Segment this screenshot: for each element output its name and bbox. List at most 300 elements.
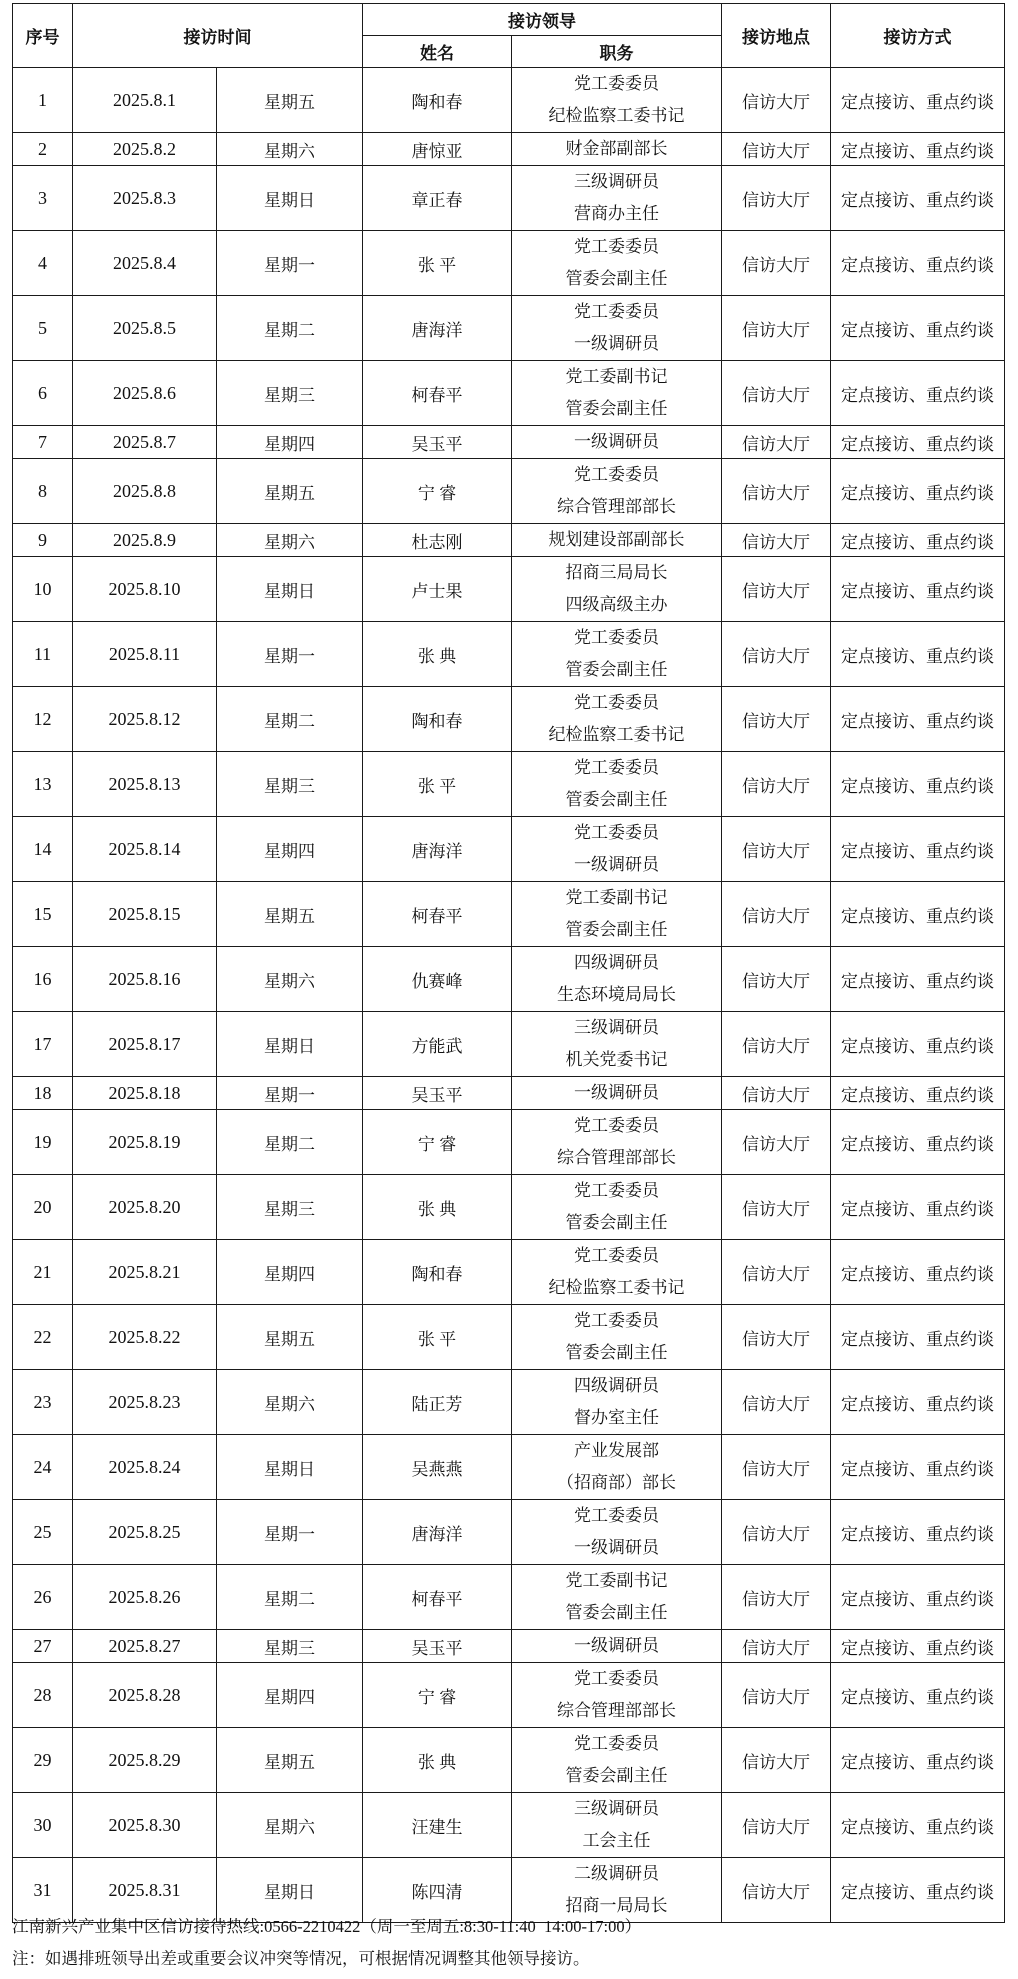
row-number: 24 — [13, 1435, 73, 1500]
leader-name: 宁 睿 — [363, 1110, 512, 1175]
duty-line: 三级调研员 — [574, 172, 659, 191]
row-number: 18 — [13, 1077, 73, 1110]
duty-line: 产业发展部 — [574, 1441, 659, 1460]
row-number: 11 — [13, 622, 73, 687]
visit-date: 2025.8.7 — [73, 426, 217, 459]
duty-line: 党工委委员 — [574, 302, 659, 321]
row-number: 4 — [13, 231, 73, 296]
leader-name: 章正春 — [363, 166, 512, 231]
visit-date: 2025.8.22 — [73, 1305, 217, 1370]
visit-place: 信访大厅 — [722, 1175, 831, 1240]
visit-weekday: 星期五 — [217, 459, 363, 524]
duty-line: 一级调研员 — [574, 334, 659, 353]
visit-place: 信访大厅 — [722, 133, 831, 166]
header-leader-duty: 职务 — [512, 36, 722, 68]
visit-date: 2025.8.8 — [73, 459, 217, 524]
leader-name: 陶和春 — [363, 687, 512, 752]
visit-date: 2025.8.16 — [73, 947, 217, 1012]
table-row — [13, 1565, 1005, 1630]
visit-weekday: 星期二 — [217, 1110, 363, 1175]
visit-date: 2025.8.12 — [73, 687, 217, 752]
leader-duty — [512, 1077, 722, 1110]
duty-line: 管委会副主任 — [565, 790, 668, 809]
table-row — [13, 622, 1005, 687]
duty-line: 管委会副主任 — [565, 1213, 668, 1232]
visit-place: 信访大厅 — [722, 557, 831, 622]
row-number: 3 — [13, 166, 73, 231]
leader-duty — [512, 68, 722, 133]
duty-line: 工会主任 — [582, 1831, 651, 1850]
header-index: 序号 — [13, 4, 73, 68]
duty-line: 党工委委员 — [574, 74, 659, 93]
table-row — [13, 1110, 1005, 1175]
visit-date: 2025.8.5 — [73, 296, 217, 361]
visit-date: 2025.8.10 — [73, 557, 217, 622]
duty-line: 四级调研员 — [574, 953, 659, 972]
visit-date: 2025.8.15 — [73, 882, 217, 947]
table-row — [13, 426, 1005, 459]
duty-line: 机关党委书记 — [565, 1050, 668, 1069]
leader-duty — [512, 361, 722, 426]
duty-line: 综合管理部部长 — [557, 497, 676, 516]
duty-line: 纪检监察工委书记 — [548, 725, 685, 744]
duty-line: 党工委副书记 — [565, 367, 668, 386]
visit-place: 信访大厅 — [722, 882, 831, 947]
duty-line: 二级调研员 — [574, 1864, 659, 1883]
duty-line: 一级调研员 — [574, 855, 659, 874]
visit-date: 2025.8.4 — [73, 231, 217, 296]
table-row — [13, 557, 1005, 622]
visit-weekday: 星期日 — [217, 166, 363, 231]
table-row — [13, 687, 1005, 752]
leader-duty — [512, 687, 722, 752]
leader-duty — [512, 524, 722, 557]
visit-method: 定点接访、重点约谈 — [831, 1500, 1005, 1565]
row-number: 30 — [13, 1793, 73, 1858]
table-row — [13, 1370, 1005, 1435]
duty-line: 一级调研员 — [574, 1083, 659, 1102]
leader-name: 宁 睿 — [363, 1663, 512, 1728]
header-leader-name: 姓名 — [363, 36, 512, 68]
duty-line: 综合管理部部长 — [557, 1701, 676, 1720]
visit-date: 2025.8.30 — [73, 1793, 217, 1858]
duty-line: 党工委委员 — [574, 628, 659, 647]
duty-line: 党工委委员 — [574, 823, 659, 842]
visit-method: 定点接访、重点约谈 — [831, 1175, 1005, 1240]
visit-date: 2025.8.14 — [73, 817, 217, 882]
duty-line: 党工委副书记 — [565, 1571, 668, 1590]
duty-line: 党工委委员 — [574, 1506, 659, 1525]
table-row — [13, 1240, 1005, 1305]
leader-name: 陈四清 — [363, 1858, 512, 1923]
visit-weekday: 星期日 — [217, 1012, 363, 1077]
duty-line: 管委会副主任 — [565, 399, 668, 418]
visit-place: 信访大厅 — [722, 752, 831, 817]
row-number: 26 — [13, 1565, 73, 1630]
leader-duty — [512, 1240, 722, 1305]
visit-weekday: 星期四 — [217, 426, 363, 459]
visit-method: 定点接访、重点约谈 — [831, 133, 1005, 166]
table-row — [13, 817, 1005, 882]
table-row — [13, 752, 1005, 817]
duty-line: 党工委副书记 — [565, 888, 668, 907]
duty-line: 党工委委员 — [574, 1116, 659, 1135]
visit-place: 信访大厅 — [722, 524, 831, 557]
leader-name: 陶和春 — [363, 68, 512, 133]
leader-name: 唐海洋 — [363, 296, 512, 361]
leader-duty — [512, 1012, 722, 1077]
visit-method: 定点接访、重点约谈 — [831, 524, 1005, 557]
table-row — [13, 882, 1005, 947]
row-number: 12 — [13, 687, 73, 752]
duty-line: 党工委委员 — [574, 237, 659, 256]
table-row — [13, 68, 1005, 133]
table-row — [13, 1305, 1005, 1370]
visit-place: 信访大厅 — [722, 1793, 831, 1858]
duty-line: 生态环境局局长 — [557, 985, 676, 1004]
table-row — [13, 1435, 1005, 1500]
leader-name: 柯春平 — [363, 361, 512, 426]
leader-duty — [512, 947, 722, 1012]
duty-line: 三级调研员 — [574, 1018, 659, 1037]
leader-duty — [512, 1630, 722, 1663]
table-row — [13, 1175, 1005, 1240]
leader-name: 陆正芳 — [363, 1370, 512, 1435]
leader-name: 仇赛峰 — [363, 947, 512, 1012]
row-number: 22 — [13, 1305, 73, 1370]
leader-duty — [512, 166, 722, 231]
footer-notes — [12, 1911, 1012, 1975]
visit-method: 定点接访、重点约谈 — [831, 1305, 1005, 1370]
visit-place: 信访大厅 — [722, 1663, 831, 1728]
table-row — [13, 231, 1005, 296]
visit-place: 信访大厅 — [722, 947, 831, 1012]
duty-line: 党工委委员 — [574, 1181, 659, 1200]
visit-date: 2025.8.19 — [73, 1110, 217, 1175]
visit-method: 定点接访、重点约谈 — [831, 426, 1005, 459]
leader-duty — [512, 817, 722, 882]
row-number: 15 — [13, 882, 73, 947]
visit-weekday: 星期一 — [217, 1500, 363, 1565]
header-visit-method: 接访方式 — [831, 4, 1005, 68]
leader-duty — [512, 1728, 722, 1793]
visit-date: 2025.8.20 — [73, 1175, 217, 1240]
visit-method: 定点接访、重点约谈 — [831, 687, 1005, 752]
visit-place: 信访大厅 — [722, 1305, 831, 1370]
leader-duty — [512, 752, 722, 817]
visit-method: 定点接访、重点约谈 — [831, 361, 1005, 426]
visit-method: 定点接访、重点约谈 — [831, 947, 1005, 1012]
visit-method: 定点接访、重点约谈 — [831, 1435, 1005, 1500]
visit-weekday: 星期六 — [217, 1370, 363, 1435]
table-row — [13, 1793, 1005, 1858]
duty-line: 纪检监察工委书记 — [548, 1278, 685, 1297]
visit-place: 信访大厅 — [722, 1110, 831, 1175]
visit-weekday: 星期五 — [217, 1728, 363, 1793]
leader-duty — [512, 133, 722, 166]
leader-duty — [512, 1500, 722, 1565]
table-row — [13, 361, 1005, 426]
duty-line: 党工委委员 — [574, 465, 659, 484]
table-row — [13, 1728, 1005, 1793]
visit-weekday: 星期三 — [217, 1175, 363, 1240]
leader-duty — [512, 1370, 722, 1435]
visit-weekday: 星期二 — [217, 1565, 363, 1630]
row-number: 31 — [13, 1858, 73, 1923]
visit-place: 信访大厅 — [722, 426, 831, 459]
visit-place: 信访大厅 — [722, 231, 831, 296]
duty-line: 营商办主任 — [574, 204, 659, 223]
duty-line: （招商部）部长 — [557, 1473, 676, 1492]
visit-weekday: 星期六 — [217, 1793, 363, 1858]
duty-line: 党工委委员 — [574, 1734, 659, 1753]
visit-place: 信访大厅 — [722, 817, 831, 882]
visit-method: 定点接访、重点约谈 — [831, 68, 1005, 133]
visit-weekday: 星期三 — [217, 752, 363, 817]
duty-line: 纪检监察工委书记 — [548, 106, 685, 125]
visit-method: 定点接访、重点约谈 — [831, 459, 1005, 524]
visit-date: 2025.8.13 — [73, 752, 217, 817]
leader-duty — [512, 1110, 722, 1175]
visit-place: 信访大厅 — [722, 361, 831, 426]
visit-weekday: 星期二 — [217, 687, 363, 752]
visit-date: 2025.8.1 — [73, 68, 217, 133]
visit-date: 2025.8.24 — [73, 1435, 217, 1500]
table-row — [13, 133, 1005, 166]
visit-place: 信访大厅 — [722, 1240, 831, 1305]
visit-method: 定点接访、重点约谈 — [831, 1858, 1005, 1923]
duty-line: 四级高级主办 — [565, 595, 668, 614]
visit-schedule-table — [12, 3, 1005, 1923]
visit-weekday: 星期五 — [217, 68, 363, 133]
row-number: 2 — [13, 133, 73, 166]
visit-place: 信访大厅 — [722, 1435, 831, 1500]
leader-name: 卢士果 — [363, 557, 512, 622]
duty-line: 一级调研员 — [574, 1538, 659, 1557]
visit-method: 定点接访、重点约谈 — [831, 1793, 1005, 1858]
visit-date: 2025.8.9 — [73, 524, 217, 557]
visit-weekday: 星期五 — [217, 882, 363, 947]
leader-name: 陶和春 — [363, 1240, 512, 1305]
visit-weekday: 星期四 — [217, 817, 363, 882]
visit-method: 定点接访、重点约谈 — [831, 557, 1005, 622]
leader-duty — [512, 1663, 722, 1728]
leader-duty — [512, 1305, 722, 1370]
row-number: 5 — [13, 296, 73, 361]
duty-line: 管委会副主任 — [565, 1343, 668, 1362]
visit-place: 信访大厅 — [722, 622, 831, 687]
duty-line: 管委会副主任 — [565, 269, 668, 288]
visit-weekday: 星期六 — [217, 947, 363, 1012]
visit-weekday: 星期一 — [217, 231, 363, 296]
leader-name: 张 典 — [363, 1728, 512, 1793]
row-number: 9 — [13, 524, 73, 557]
visit-method: 定点接访、重点约谈 — [831, 1077, 1005, 1110]
leader-name: 张 平 — [363, 1305, 512, 1370]
visit-method: 定点接访、重点约谈 — [831, 622, 1005, 687]
leader-duty — [512, 231, 722, 296]
leader-name: 吴玉平 — [363, 1630, 512, 1663]
leader-name: 张 典 — [363, 622, 512, 687]
leader-name: 吴玉平 — [363, 1077, 512, 1110]
row-number: 7 — [13, 426, 73, 459]
table-row — [13, 166, 1005, 231]
visit-date: 2025.8.18 — [73, 1077, 217, 1110]
visit-weekday: 星期四 — [217, 1240, 363, 1305]
visit-date: 2025.8.27 — [73, 1630, 217, 1663]
visit-method: 定点接访、重点约谈 — [831, 817, 1005, 882]
duty-line: 党工委委员 — [574, 693, 659, 712]
leader-duty — [512, 1793, 722, 1858]
visit-date: 2025.8.2 — [73, 133, 217, 166]
visit-date: 2025.8.17 — [73, 1012, 217, 1077]
leader-name: 吴燕燕 — [363, 1435, 512, 1500]
leader-name: 唐海洋 — [363, 817, 512, 882]
leader-name: 柯春平 — [363, 882, 512, 947]
table-row — [13, 947, 1005, 1012]
visit-method: 定点接访、重点约谈 — [831, 882, 1005, 947]
row-number: 6 — [13, 361, 73, 426]
table-row — [13, 524, 1005, 557]
visit-date: 2025.8.6 — [73, 361, 217, 426]
duty-line: 党工委委员 — [574, 1246, 659, 1265]
visit-method: 定点接访、重点约谈 — [831, 1728, 1005, 1793]
duty-line: 招商三局局长 — [565, 563, 668, 582]
visit-method: 定点接访、重点约谈 — [831, 1370, 1005, 1435]
visit-weekday: 星期日 — [217, 1858, 363, 1923]
visit-date: 2025.8.3 — [73, 166, 217, 231]
table-row — [13, 1500, 1005, 1565]
visit-place: 信访大厅 — [722, 1370, 831, 1435]
duty-line: 规划建设部副部长 — [548, 530, 685, 549]
table-row — [13, 459, 1005, 524]
row-number: 25 — [13, 1500, 73, 1565]
visit-weekday: 星期日 — [217, 557, 363, 622]
visit-method: 定点接访、重点约谈 — [831, 166, 1005, 231]
row-number: 1 — [13, 68, 73, 133]
visit-method: 定点接访、重点约谈 — [831, 231, 1005, 296]
leader-name: 张 典 — [363, 1175, 512, 1240]
duty-line: 四级调研员 — [574, 1376, 659, 1395]
leader-name: 张 平 — [363, 752, 512, 817]
visit-method: 定点接访、重点约谈 — [831, 1663, 1005, 1728]
visit-weekday: 星期六 — [217, 133, 363, 166]
visit-weekday: 星期六 — [217, 524, 363, 557]
header-visit-time: 接访时间 — [73, 4, 363, 68]
visit-method: 定点接访、重点约谈 — [831, 1012, 1005, 1077]
visit-place: 信访大厅 — [722, 1728, 831, 1793]
row-number: 20 — [13, 1175, 73, 1240]
table-row — [13, 296, 1005, 361]
leader-name: 唐惊亚 — [363, 133, 512, 166]
visit-date: 2025.8.29 — [73, 1728, 217, 1793]
table-row — [13, 1663, 1005, 1728]
visit-date: 2025.8.23 — [73, 1370, 217, 1435]
visit-place: 信访大厅 — [722, 1500, 831, 1565]
row-number: 23 — [13, 1370, 73, 1435]
leader-duty — [512, 459, 722, 524]
row-number: 19 — [13, 1110, 73, 1175]
leader-duty — [512, 882, 722, 947]
visit-place: 信访大厅 — [722, 1077, 831, 1110]
visit-weekday: 星期一 — [217, 1077, 363, 1110]
table-row — [13, 1012, 1005, 1077]
visit-weekday: 星期五 — [217, 1305, 363, 1370]
visit-place: 信访大厅 — [722, 1012, 831, 1077]
visit-date: 2025.8.11 — [73, 622, 217, 687]
leader-duty — [512, 1435, 722, 1500]
leader-name: 柯春平 — [363, 1565, 512, 1630]
duty-line: 管委会副主任 — [565, 660, 668, 679]
visit-method: 定点接访、重点约谈 — [831, 1630, 1005, 1663]
leader-name: 唐海洋 — [363, 1500, 512, 1565]
leader-name: 张 平 — [363, 231, 512, 296]
visit-date: 2025.8.26 — [73, 1565, 217, 1630]
row-number: 10 — [13, 557, 73, 622]
table-row — [13, 1630, 1005, 1663]
leader-duty — [512, 557, 722, 622]
duty-line: 督办室主任 — [574, 1408, 659, 1427]
duty-line: 招商一局局长 — [565, 1896, 668, 1915]
visit-method: 定点接访、重点约谈 — [831, 752, 1005, 817]
row-number: 13 — [13, 752, 73, 817]
leader-duty — [512, 296, 722, 361]
visit-date: 2025.8.28 — [73, 1663, 217, 1728]
footer-note: 注：如遇排班领导出差或重要会议冲突等情况，可根据情况调整其他领导接访。 — [12, 1949, 590, 1968]
visit-method: 定点接访、重点约谈 — [831, 1110, 1005, 1175]
visit-place: 信访大厅 — [722, 687, 831, 752]
visit-place: 信访大厅 — [722, 166, 831, 231]
duty-line: 财金部副部长 — [565, 139, 668, 158]
row-number: 17 — [13, 1012, 73, 1077]
visit-date: 2025.8.25 — [73, 1500, 217, 1565]
visit-place: 信访大厅 — [722, 68, 831, 133]
visit-weekday: 星期一 — [217, 622, 363, 687]
leader-duty — [512, 622, 722, 687]
visit-date: 2025.8.21 — [73, 1240, 217, 1305]
visit-method: 定点接访、重点约谈 — [831, 1565, 1005, 1630]
visit-date: 2025.8.31 — [73, 1858, 217, 1923]
row-number: 8 — [13, 459, 73, 524]
header-visit-leader: 接访领导 — [363, 4, 722, 36]
row-number: 27 — [13, 1630, 73, 1663]
leader-name: 方能武 — [363, 1012, 512, 1077]
visit-place: 信访大厅 — [722, 296, 831, 361]
leader-name: 杜志刚 — [363, 524, 512, 557]
visit-place: 信访大厅 — [722, 1858, 831, 1923]
visit-place: 信访大厅 — [722, 459, 831, 524]
visit-weekday: 星期二 — [217, 296, 363, 361]
row-number: 14 — [13, 817, 73, 882]
duty-line: 综合管理部部长 — [557, 1148, 676, 1167]
duty-line: 三级调研员 — [574, 1799, 659, 1818]
visit-method: 定点接访、重点约谈 — [831, 1240, 1005, 1305]
visit-weekday: 星期三 — [217, 1630, 363, 1663]
row-number: 28 — [13, 1663, 73, 1728]
duty-line: 党工委委员 — [574, 1311, 659, 1330]
leader-name: 汪建生 — [363, 1793, 512, 1858]
leader-duty — [512, 1565, 722, 1630]
leader-name: 宁 睿 — [363, 459, 512, 524]
row-number: 16 — [13, 947, 73, 1012]
visit-place: 信访大厅 — [722, 1565, 831, 1630]
visit-weekday: 星期日 — [217, 1435, 363, 1500]
row-number: 29 — [13, 1728, 73, 1793]
visit-weekday: 星期四 — [217, 1663, 363, 1728]
row-number: 21 — [13, 1240, 73, 1305]
header-visit-place: 接访地点 — [722, 4, 831, 68]
table-body — [13, 68, 1005, 1923]
